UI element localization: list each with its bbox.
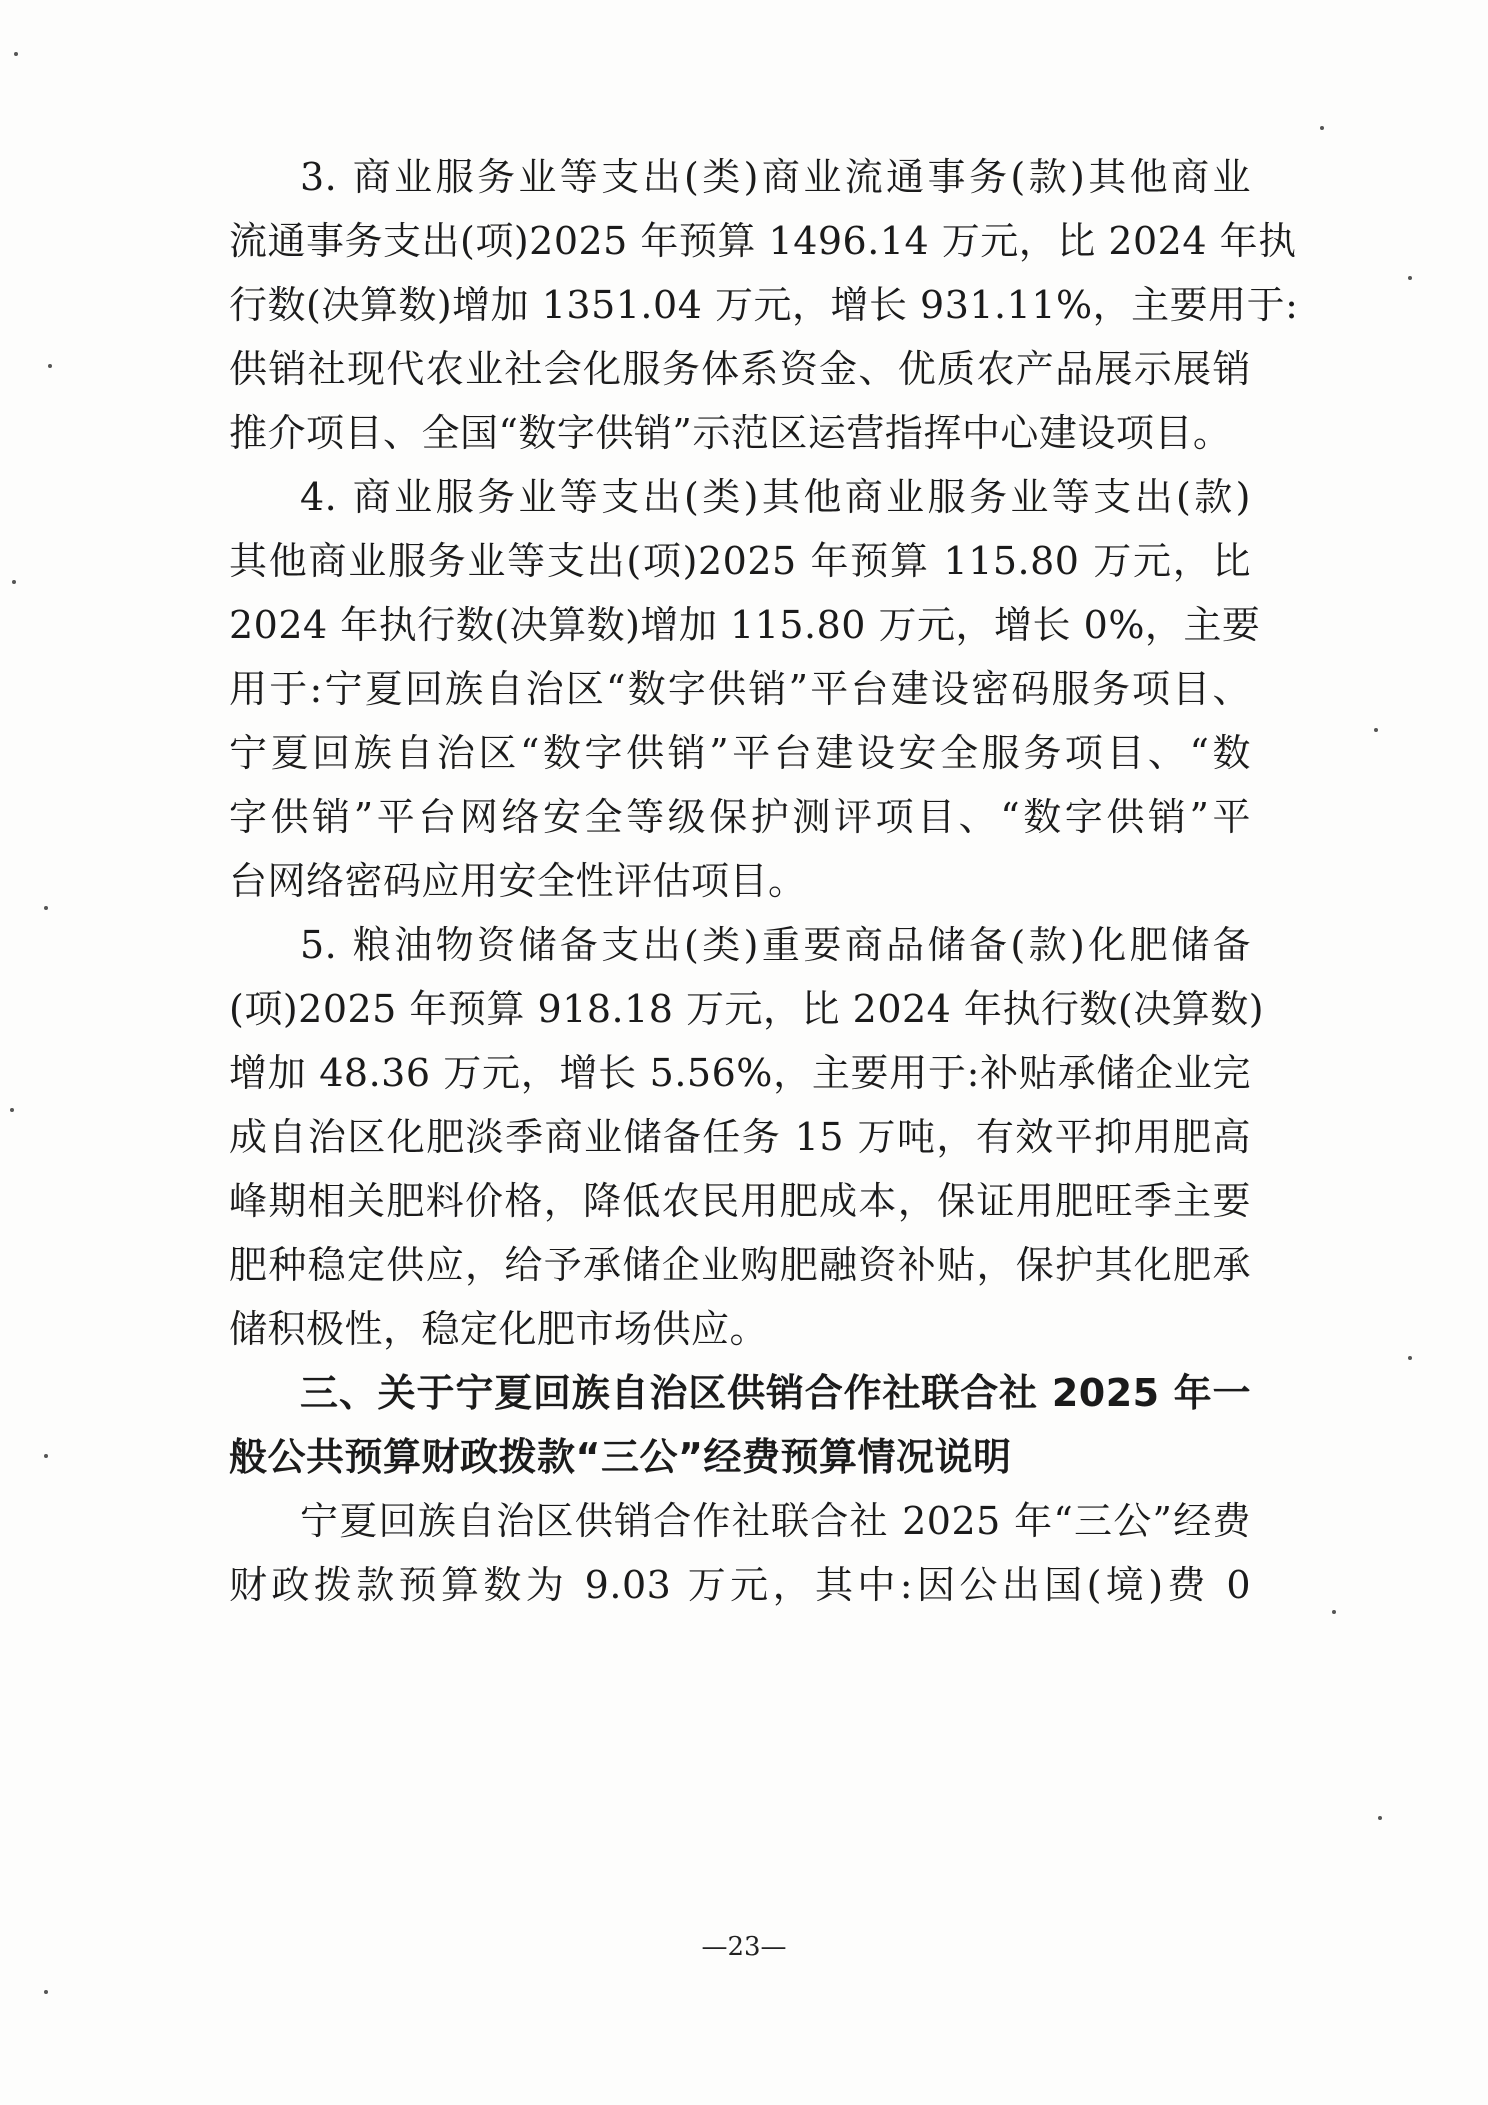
paragraph-3-line-3: 行数(决算数)增加 1351.04 万元，增长 931.11%，主要用于: [229, 283, 1299, 327]
scan-speck [1408, 276, 1412, 280]
paragraph-4-line-1: 4. 商业服务业等支出(类)其他商业服务业等支出(款) [300, 475, 1251, 519]
paragraph-4-line-6: 字供销”平台网络安全等级保护测评项目、“数字供销”平 [229, 795, 1251, 839]
paragraph-3-line-5: 推介项目、全国“数字供销”示范区运营指挥中心建设项目。 [229, 411, 1232, 455]
scan-speck [48, 364, 52, 368]
paragraph-5-line-1: 5. 粮油物资储备支出(类)重要商品储备(款)化肥储备 [300, 923, 1251, 967]
paragraph-san-gong-line-1: 宁夏回族自治区供销合作社联合社 2025 年“三公”经费 [300, 1499, 1251, 1543]
paragraph-5-line-7: 储积极性，稳定化肥市场供应。 [229, 1307, 769, 1351]
paragraph-5-line-4: 成自治区化肥淡季商业储备任务 15 万吨，有效平抑用肥高 [229, 1115, 1251, 1159]
paragraph-san-gong-line-2: 财政拨款预算数为 9.03 万元，其中:因公出国(境)费 0 [229, 1563, 1251, 1607]
paragraph-5-line-2: (项)2025 年预算 918.18 万元，比 2024 年执行数(决算数) [229, 987, 1265, 1031]
paragraph-4-line-5: 宁夏回族自治区“数字供销”平台建设安全服务项目、“数 [229, 731, 1251, 775]
scan-speck [10, 1108, 14, 1112]
paragraph-4-line-4: 用于:宁夏回族自治区“数字供销”平台建设密码服务项目、 [229, 667, 1251, 711]
paragraph-5-line-3: 增加 48.36 万元，增长 5.56%，主要用于:补贴承储企业完 [229, 1051, 1251, 1095]
paragraph-4-line-7: 台网络密码应用安全性评估项目。 [229, 859, 807, 903]
paragraph-4-line-3: 2024 年执行数(决算数)增加 115.80 万元，增长 0%，主要 [229, 603, 1261, 647]
scan-speck [1378, 1816, 1382, 1820]
scan-speck [1320, 126, 1324, 130]
page-number: —23— [701, 1932, 787, 1962]
scan-speck [44, 1990, 48, 1994]
section-heading-line-2: 般公共预算财政拨款“三公”经费预算情况说明 [229, 1435, 1012, 1479]
scan-speck [14, 52, 18, 56]
scan-speck [1408, 1356, 1412, 1360]
paragraph-5-line-6: 肥种稳定供应，给予承储企业购肥融资补贴，保护其化肥承 [229, 1243, 1251, 1287]
paragraph-3-line-2: 流通事务支出(项)2025 年预算 1496.14 万元，比 2024 年执 [229, 219, 1297, 263]
paragraph-4-line-2: 其他商业服务业等支出(项)2025 年预算 115.80 万元，比 [229, 539, 1251, 583]
paragraph-5-line-5: 峰期相关肥料价格，降低农民用肥成本，保证用肥旺季主要 [229, 1179, 1251, 1223]
scan-speck [44, 906, 48, 910]
scan-speck [1374, 728, 1378, 732]
scan-speck [12, 580, 16, 584]
scan-speck [1332, 1610, 1336, 1614]
paragraph-3-line-4: 供销社现代农业社会化服务体系资金、优质农产品展示展销 [229, 347, 1251, 391]
paragraph-3-line-1: 3. 商业服务业等支出(类)商业流通事务(款)其他商业 [300, 155, 1251, 199]
scan-speck [44, 1454, 48, 1458]
section-heading-line-1: 三、关于宁夏回族自治区供销合作社联合社 2025 年一 [300, 1371, 1251, 1415]
